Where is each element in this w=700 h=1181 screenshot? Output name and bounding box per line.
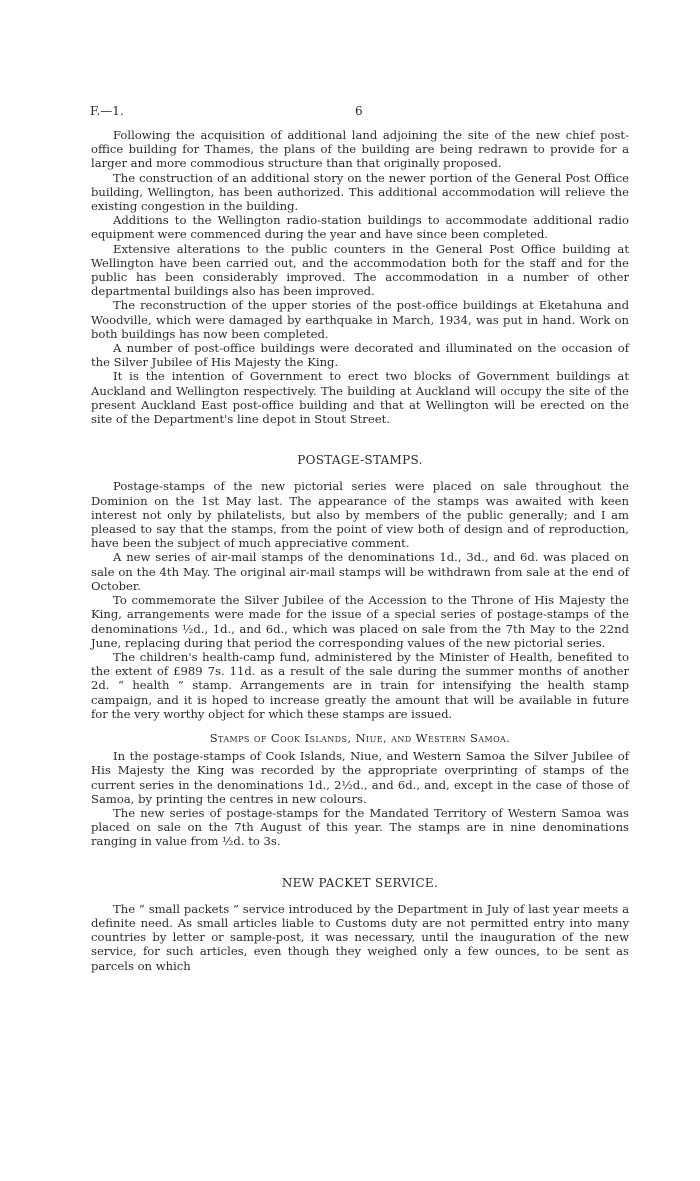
paragraph: It is the intention of Government to erect two blocks of Government buildings at Auckland and Wellington respectively. The building at Auckland will occupy the site of the present Auckland East post-office building and that at Wellington will be erected on the site of the Department's line depot in Stout Street. — [91, 369, 629, 427]
section-heading-new-packet-service: NEW PACKET SERVICE. — [281, 875, 439, 890]
section-heading-postage-stamps: POSTAGE-STAMPS. — [297, 453, 423, 468]
paragraph: A new series of air-mail stamps of the denominations 1d., 3d., and 6d. was placed on sale on the 4th May. The original air-mail stamps will be withdrawn from sale at the end of October. — [91, 550, 629, 593]
paragraph: A number of post-office buildings were decorated and illuminated on the occasion of the Silver Jubilee of His Majesty the King. — [91, 341, 629, 370]
paragraph: Extensive alterations to the public counters in the General Post Office building at Wellington have been carried out, and the accommodation both for the staff and for the public has been considerably improved. The accommodation in a number of other departmental buildings also has been improved. — [91, 241, 629, 299]
paragraph: The children's health-camp fund, administered by the Minister of Health, benefited to the extent of £989 7s. 11d. as a result of the sale during the summer months of another 2d. “ health ” stamp. Arrangements are in train for intensifying the health stamp campaign, and it is hoped to increase greatly the amount that will be available in future for the very worthy object for which these stamps are issued. — [91, 649, 629, 721]
paragraph: To commemorate the Silver Jubilee of the Accession to the Throne of His Majesty the King, arrangements were made for the issue of a special series of postage-stamps of the denominations ½d., 1d., and 6d., which was placed on sale from the 7th May to the 22nd June, replacing during that period the corresponding values of the new pictorial series. — [91, 593, 629, 650]
paragraph: The reconstruction of the upper stories of the post-office buildings at Eketahuna and Woodville, which were damaged by earthquake in March, 1934, was put in hand. Work on both buildings has now been completed. — [91, 298, 629, 341]
subsection-heading-island-stamps: Stamps of Cook Islands, Niue, and Western Samoa. — [209, 730, 511, 745]
paragraph: The new series of postage-stamps for the Mandated Territory of Western Samoa was placed on sale on the 7th August of this year. The stamps are in nine denominations ranging in value from ½d. to 3s. — [91, 805, 629, 849]
paragraph: The construction of an additional story on the newer portion of the General Post Office building, Wellington, has been authorized. This additional accommodation will relieve the existing congestion in the building. — [91, 170, 629, 214]
paragraph: In the postage-stamps of Cook Islands, Niue, and Western Samoa the Silver Jubilee of His Majesty the King was recorded by the appropriate overprinting of stamps of the current series in the denominations 1d., 2½d., and 6d., and, except in the case of those of Samoa, by printing the centres in new colours. — [91, 749, 629, 806]
paragraph: Additions to the Wellington radio-station buildings to accommodate additional radio equipment were commenced during the year and have since been completed. — [91, 213, 629, 242]
paragraph: The “ small packets ” service introduced by the Department in July of last year meets a definite need. As small articles liable to Customs duty are not permitted entry into many countries by letter or sample-post, it was necessary, until the inauguration of the new service, for such articles, even though they weighed only a few ounces, to be sent as parcels on which — [91, 901, 629, 973]
paragraph: Postage-stamps of the new pictorial series were placed on sale throughout the Dominion on the 1st May last. The appearance of the stamps was awaited with keen interest not only by philatelists, but also by members of the public generally; and I am pleased to say that the stamps, from the point of view both of design and of reproduction, have been the subject of much appreciative comment. — [91, 479, 629, 551]
body-text — [91, 128, 629, 973]
page-id: F.—1. — [90, 104, 124, 118]
page-header — [90, 104, 630, 124]
paragraph: Following the acquisition of additional land adjoining the site of the new chief post-office building for Thames, the plans of the building are being redrawn to provide for a larger and more commodious structure than that originally proposed. — [91, 128, 629, 171]
page-number: 6 — [355, 104, 363, 118]
